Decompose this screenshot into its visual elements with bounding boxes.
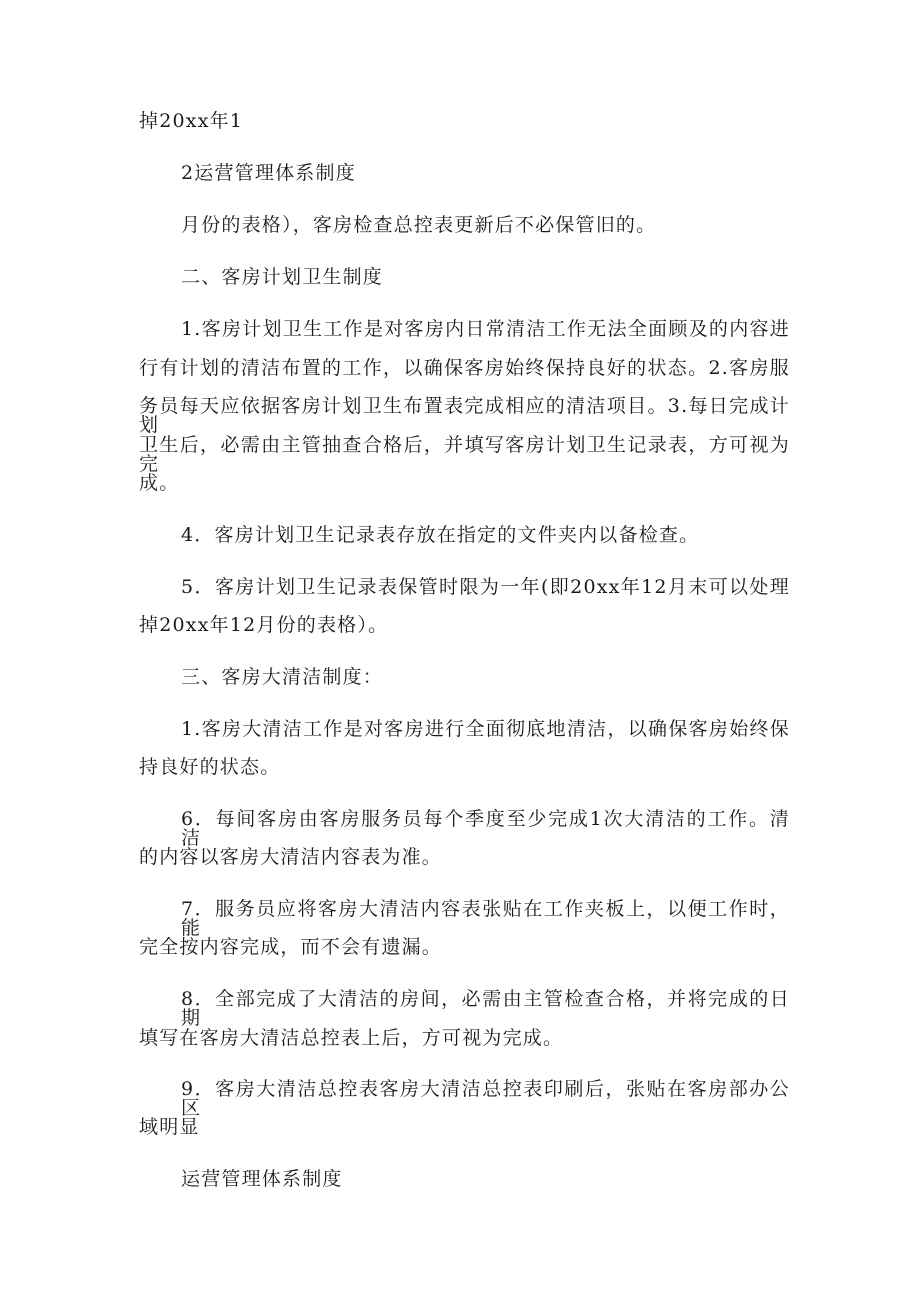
text-line: 6．每间客房由客房服务员每个季度至少完成1次大清洁的工作。清洁 <box>181 808 790 849</box>
section-heading: 二、客房计划卫生制度 <box>181 266 384 288</box>
text-line: 1.客房大清洁工作是对客房进行全面彻底地清洁，以确保客房始终保 <box>181 718 790 740</box>
text-line: 域明显 <box>139 1116 200 1138</box>
text-line: 卫生后，必需由主管抽查合格后，并填写客房计划卫生记录表，方可视为完 <box>139 434 790 475</box>
text-line: 掉20xx年1 <box>139 110 244 132</box>
text-line: 完全按内容完成，而不会有遗漏。 <box>139 936 443 958</box>
text-line: 持良好的状态。 <box>139 756 281 778</box>
section-heading: 三、客房大清洁制度： <box>181 666 384 688</box>
text-line: 务员每天应依据客房计划卫生布置表完成相应的清洁项目。3.每日完成计划 <box>139 395 790 436</box>
text-line: 8．全部完成了大清洁的房间，必需由主管检查合格，并将完成的日期 <box>181 988 790 1029</box>
text-line: 2运营管理体系制度 <box>181 162 356 184</box>
text-line: 填写在客房大清洁总控表上后，方可视为完成。 <box>139 1027 564 1049</box>
text-line: 9．客房大清洁总控表客房大清洁总控表印刷后，张贴在客房部办公区 <box>181 1078 790 1119</box>
text-line: 1.客房计划卫生工作是对客房内日常清洁工作无法全面顾及的内容进 <box>181 318 790 340</box>
text-line: 7．服务员应将客房大清洁内容表张贴在工作夹板上，以便工作时，能 <box>181 898 790 939</box>
text-line: 的内容以客房大清洁内容表为准。 <box>139 846 443 868</box>
text-line: 掉20xx年12月份的表格）。 <box>139 614 389 636</box>
footer-text: 运营管理体系制度 <box>181 1168 343 1190</box>
text-line: 4．客房计划卫生记录表存放在指定的文件夹内以备检查。 <box>181 524 700 546</box>
text-line: 5．客房计划卫生记录表保管时限为一年(即20xx年12月末可以处理 <box>181 576 790 598</box>
text-line: 成。 <box>139 472 180 494</box>
text-line: 行有计划的清洁布置的工作，以确保客房始终保持良好的状态。2.客房服 <box>139 357 790 379</box>
text-line: 月份的表格），客房检查总控表更新后不必保管旧的。 <box>181 214 657 236</box>
